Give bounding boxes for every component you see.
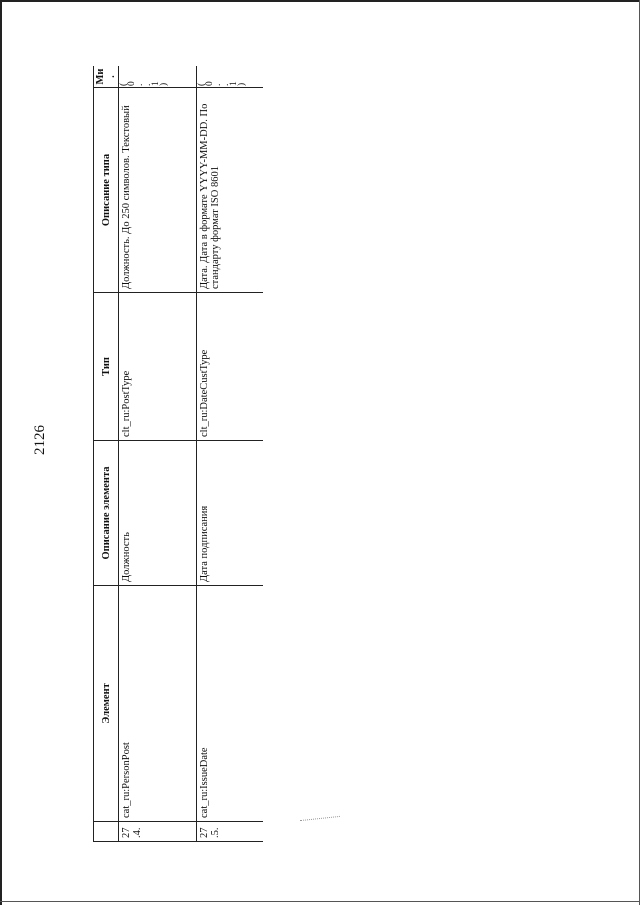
page-border-top bbox=[0, 0, 640, 2]
table-container bbox=[93, 66, 263, 842]
row-number: 27.5. bbox=[197, 822, 264, 842]
header-type: Тип bbox=[94, 293, 119, 441]
table-row bbox=[119, 66, 197, 842]
row-min: ( 0 . . 1 ) bbox=[119, 66, 197, 88]
row-type: clt_ru:PostType bbox=[119, 293, 197, 441]
page-border-bottom bbox=[0, 901, 640, 902]
row-type: clt_ru:DateCustType bbox=[197, 293, 264, 441]
row-element-description: Должность bbox=[119, 441, 197, 586]
row-type-description: Дата. Дата в формате YYYY-MM-DD. По стандарту формат ISO 8601 bbox=[197, 88, 264, 293]
row-element: cat_ru:IssueDate bbox=[197, 586, 264, 822]
header-element-description: Описание элемента bbox=[94, 441, 119, 586]
row-number: 27.4. bbox=[119, 822, 197, 842]
row-type-description: Должность. До 250 символов. Текстовый bbox=[119, 88, 197, 293]
scan-artifact bbox=[300, 816, 340, 821]
row-element: cat_ru:PersonPost bbox=[119, 586, 197, 822]
row-min: ( 0 . . 1 ) bbox=[197, 66, 264, 88]
row-element-description: Дата подписания bbox=[197, 441, 264, 586]
page-number: 2126 bbox=[32, 425, 48, 455]
table-row bbox=[197, 66, 264, 842]
rotated-table-frame bbox=[93, 66, 263, 842]
spec-table bbox=[93, 66, 263, 842]
header-type-description: Описание типа bbox=[94, 88, 119, 293]
header-min: Ми. bbox=[94, 66, 119, 88]
header-number bbox=[94, 822, 119, 842]
table-header-row bbox=[94, 66, 119, 842]
header-element: Элемент bbox=[94, 586, 119, 822]
page-border-left bbox=[0, 0, 2, 905]
